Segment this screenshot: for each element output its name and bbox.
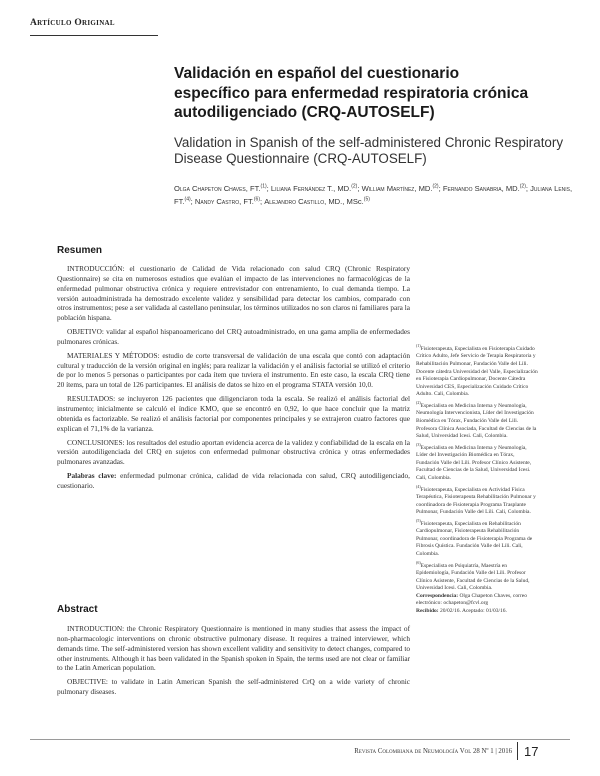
author: Juliana Lenis, FT.$^{(4)}$; (174, 183, 573, 206)
resumen-metodos: MATERIALES Y MÉTODOS: estudio de corte transversal de validación de una escala que contó con adaptación cultural y traducción de la versión original en inglés; para realizar la validación y el análisis factorial se utilizó el criterio de por lo menos 5 personas o participantes por cada ítem que tuviera el instrumento. En este caso, la escala CRQ tiene 20 ítems, para un total de 126 participantes. El análisis de datos se hizo en el programa STATA versión 10,0. (57, 350, 410, 390)
keywords-label: Palabras clave: (67, 471, 117, 481)
abstract-intro: INTRODUCTION: the Chronic Respiratory Questionnaire is mentioned in many studies that assess the impact of non-pharmacologic interventions on chronic obstructive pulmonary disease. It requires a trained interviewer, which demands time. The self-administered version has shown excellent validity and sensitivity to detect changes, compared to other instruments. Although it has been validated in the Spanish spoken in Spain, the terms used are not clear or familiar to the Latin American population. (57, 624, 410, 673)
footer-journal: Revista Colombiana de Neumología Vol 28 Nº 1 | 2016 (354, 748, 512, 755)
affiliation-note: $^{(1)}$Fisioterapeuta, Especialista en Fisioterapia Cuidado Crítico Adulto, Jefe Servicio de Terapia Respiratoria y Rehabilitación Pulmonar, Fundación Valle del Lili. Docente cátedra Universidad del Valle, Especialización en Fisioterapia Cardiopulmonar, Docente Cátedra Universidad CES, Especialización Cuidado Crítico Adulto. Cali, Colombia. (416, 343, 538, 398)
affiliation-note: $^{(6)}$Especialista en Psiquiatría, Maestría en Epidemiología, Fundación Valle del Lili. Profesor Clínico Asistente, Facultad de Ciencias de la Salud, Universidad Icesi. Cali, Colombia. (416, 559, 530, 592)
title-spanish: Validación en español del cuestionario específico para enfermedad respiratoria crónica autodiligenciado (CRQ-AUTOSELF) (174, 65, 529, 121)
section-tag: Artículo Original (30, 18, 115, 28)
correspondence: Correspondencia: Olga Chapeton Chaves, correo electrónico: ochapeton@fcvl.org (416, 592, 527, 607)
resumen-resultados: RESULTADOS: se incluyeron 126 pacientes que diligenciaron toda la escala. Se realizó el análisis factorial del instrumento; inicialmente se calculó el índice KMO, que se encontró en 0,92, lo que hace concluir que la matriz obtenida es factorizable. Se realizó el análisis factorial por componentes principales y se extrajeron cuatro factores que explican el 71,1% de la varianza. (57, 394, 410, 433)
resumen-body (57, 264, 410, 491)
affiliations (416, 342, 539, 616)
footer-rule (30, 739, 570, 740)
affiliation-note: $^{(3)}$Especialista en Medicina Interna y Neumología, Líder del Investigación Biomédica en Tórax, Fundación Valle del Lili. Profesor Clínico Asistente, Facultad de Ciencias de la Salud, Universidad Icesi. Cali, Colombia. (416, 441, 532, 481)
author: Fernando Sanabria, MD.$^{(2)}$; (442, 183, 531, 193)
author-list (174, 181, 574, 207)
abstract-objective: OBJECTIVE: to validate in Latin American Spanish the self-administered CrQ on a wide variety of chronic pulmonary diseases. (57, 677, 410, 697)
author: Nandy Castro, FT.$^{(6)}$; (194, 196, 265, 206)
abstract-body (57, 624, 410, 697)
author: Liliana Fernández T., MD.$^{(2)}$; (270, 183, 362, 193)
author: William Martínez, MD.$^{(2)}$; (361, 183, 443, 193)
section-rule (30, 35, 158, 36)
page-number: 17 (524, 744, 539, 759)
resumen-intro: INTRODUCCIÓN: el cuestionario de Calidad de Vida relacionado con salud CRQ (Chronic Respiratory Questionnaire) se cita en numerosos estudios que evalúan el impacto de las intervenciones no farmacológicas de la enfermedad pulmonar obstructiva crónica y requiere entrevistador con entrenamiento, lo cual demanda tiempo. La versión autoadministrada ha demostrado excelente validez y sensibilidad para detectar los cambios, comparado con otros instrumentos; pese a ser validada al castellano peninsular, los términos utilizados no son claros ni familiares para la población hispana. (57, 264, 410, 323)
affiliation-note: $^{(4)}$Fisioterapeuta, Especialista en Actividad Física Terapéutica, Fisioterapeuta Rehabilitación Pulmonar y coordinadora de Fisioterapia Programa Trasplante Pulmonar, Fundación Valle del Lili. Cali, Colombia. (416, 483, 536, 516)
abstract-heading: Abstract (57, 604, 98, 615)
footer-separator (517, 742, 518, 760)
affiliation-note: $^{(2)}$Especialista en Medicina Interna y Neumología, Neumología Intervencionista, Líder del Investigación Biomédica en Tórax, Fundación Valle del Lili. Profesora Clínica Asociada, Facultad de Ciencias de la Salud, Universidad Icesi. Cali, Colombia. (416, 399, 537, 440)
author: Alejandro Castillo, MD., MSc.$^{(5)}$ (264, 196, 370, 206)
resumen-heading: Resumen (57, 245, 103, 256)
author: Olga Chapeton Chaves, FT.$^{(1)}$; (174, 183, 271, 193)
dates: Recibido: 20/02/16. Aceptado: 01/03/16. (416, 607, 507, 614)
affiliation-note: $^{(5)}$Fisioterapeuta, Especialista en Rehabilitación Cardiopulmonar, Fisioterapeuta Rehabilitación Pulmonar, coordinadora de Fisioterapia Programa de Fibrosis Quística. Fundación Valle del Lili. Cali, Colombia. (416, 517, 533, 557)
keywords (57, 471, 410, 491)
title-english: Validation in Spanish of the self-administered Chronic Respiratory Disease Questionnaire (CRQ-AUTOSELF) (174, 135, 564, 166)
resumen-conclusiones: CONCLUSIONES: los resultados del estudio aportan evidencia acerca de la validez y confiabilidad de la escala en la versión autodiligenciada del CRQ en sujetos con enfermedad pulmonar obstructiva crónica y otras enfermedades pulmonares avanzadas. (57, 437, 410, 467)
correspondence-email[interactable]: ochapeton@fcvl.org (443, 600, 489, 607)
keywords-text: enfermedad pulmonar crónica, calidad de vida relacionada con salud, CRQ autodiligenciado, cuestionario. (57, 471, 410, 490)
resumen-objetivo: OBJETIVO: validar al español hispanoamericano del CRQ autoadministrado, en una gama amplia de enfermedades pulmonares crónicas. (57, 327, 410, 346)
